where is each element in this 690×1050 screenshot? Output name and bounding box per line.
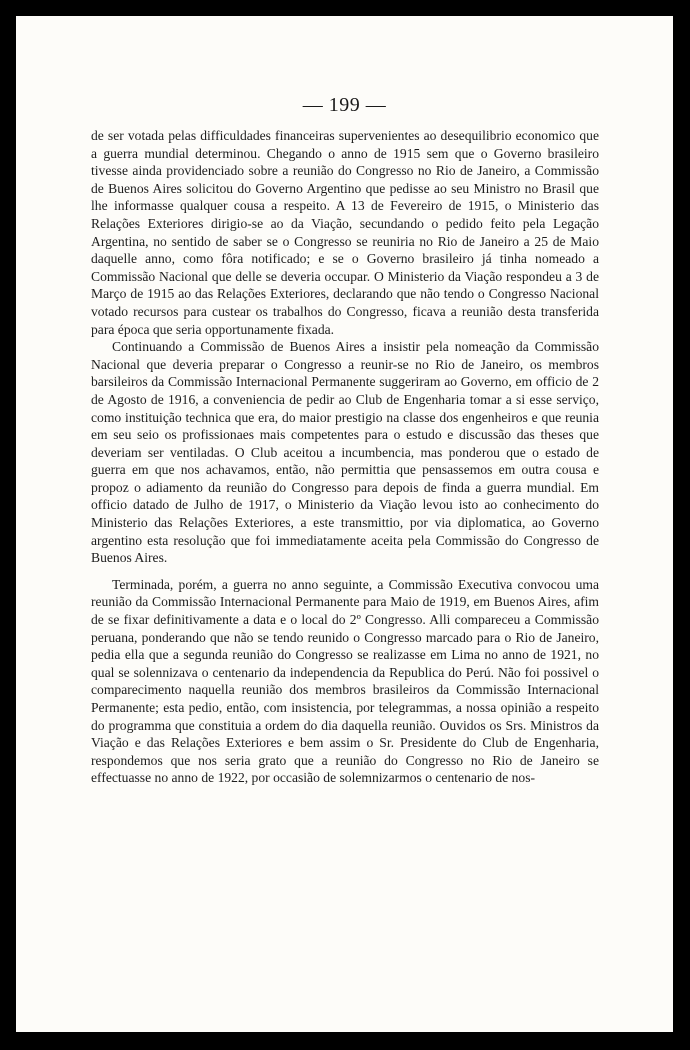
paragraph-3: Terminada, porém, a guerra no anno seguinte, a Commissão Executiva convocou uma reunião da Commissão Internacional Permanente para Maio de 1919, em Buenos Aires, afim de se fixar definitivamente a data e o local do 2º Congresso. Alli compareceu a Commissão peruana, ponderando que não se tendo reunido o Congresso marcado para o Rio de Janeiro, pedia ella que a segunda reunião do Congresso se realizasse em Lima no anno de 1921, no qual se solennizava o centenario da independencia da Republica do Perú. Não foi possivel o comparecimento naquella reunião dos membros brasileiros da Commissão Internacional Permanente; esta pedio, então, com insistencia, por telegrammas, a nossa opinião a respeito do programma que constituia a ordem do dia daquella reunião. Ouvidos os Srs. Ministros da Viação e das Relações Exteriores e bem assim o Sr. Presidente do Club de Engenharia, respondemos que nos seria grato que a reunião do Congresso no Rio de Janeiro se effectuasse no anno de 1922, por occasião de solemnizarmos o centenario de nos- — [91, 576, 599, 786]
paragraph-2: Continuando a Commissão de Buenos Aires a insistir pela nomeação da Commissão Nacional que deveria preparar o Congresso a reunir-se no Rio de Janeiro, os membros barsileiros da Commissão Internacional Permanente suggeriram ao Governo, em officio de 2 de Agosto de 1916, a conveniencia de pedir ao Club de Engenharia tomar a si esse serviço, como instituição technica que era, do maior prestigio na classe dos engenheiros e que reunia em seu seio os profissionaes mais competentes para o estudo e discussão das theses que deveriam ser ventiladas. O Club aceitou a incumbencia, mas ponderou que o estado de guerra em que nos achavamos, então, não permittia que pensassemos em outra cousa e propoz o adiamento da reunião do Congresso para depois de finda a guerra mundial. Em officio datado de Julho de 1917, o Ministerio da Viação levou isto ao conhecimento do Ministerio das Relações Exteriores, a este transmittio, por via diplomatica, ao Governo argentino esta resolução que foi immediatamente aceita pela Commissão do Congresso de Buenos Aires. — [91, 339, 599, 566]
page-number: — 199 — — [302, 94, 387, 116]
paragraph-1: de ser votada pelas difficuldades financeiras supervenientes ao desequilibrio economico que a guerra mundial determinou. Chegando o anno de 1915 sem que o Governo brasileiro tivesse ainda providenciado sobre a reunião do Congresso no Rio de Janeiro, a Commissão de Buenos Aires solicitou do Governo Argentino que pedisse ao seu Ministro no Brasil que lhe informasse qualquer cousa a respeito. A 13 de Fevereiro de 1915, o Ministerio das Relações Exteriores dirigio-se ao da Viação, secundando o pedido feito pela Legação Argentina, no sentido de saber se o Congresso se reuniria no Rio de Janeiro a 25 de Maio daquelle anno, como fôra notificado; e se o Governo brasileiro já tinha nomeado a Commissão Nacional que delle se deveria occupar. O Ministerio da Viação respondeu a 3 de Março de 1915 ao das Relações Exteriores, declarando que não tendo o Congresso Nacional votado recursos para custear os trabalhos do Congresso, ficava a reunião desta transferida para época que seria opportunamente fixada. — [91, 128, 599, 337]
document-page — [16, 16, 673, 1032]
body-text — [91, 127, 599, 787]
